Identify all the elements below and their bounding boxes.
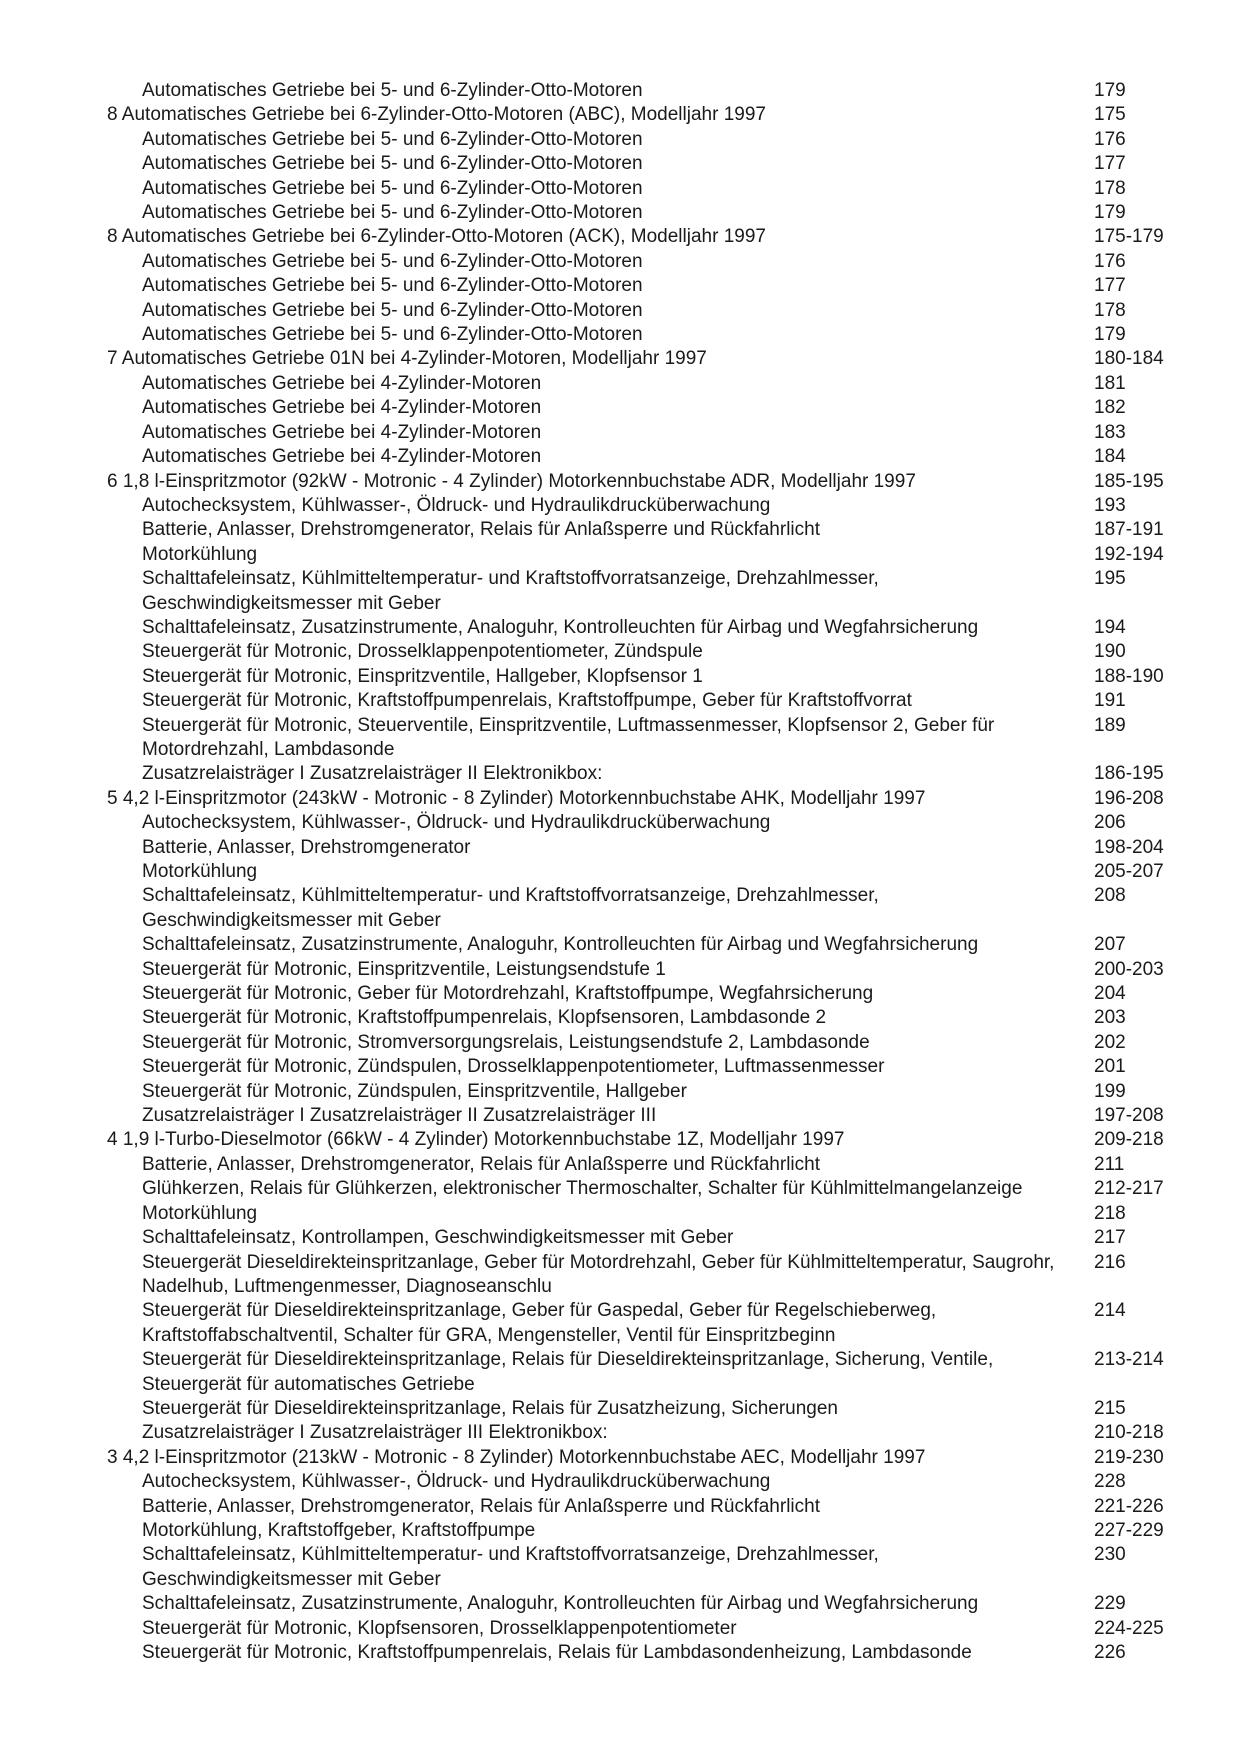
- toc-entry-page: 182: [1094, 397, 1126, 419]
- toc-subentry: [107, 811, 1187, 835]
- toc-entry-title: Steuergerät für Motronic, Drosselklappenpotentiometer, Zündspule: [142, 641, 703, 663]
- toc-subentry: [107, 518, 1187, 542]
- toc-entry-page: 216: [1094, 1251, 1126, 1273]
- toc-entry-page: 179: [1094, 324, 1126, 346]
- toc-entry-page: 215: [1094, 1397, 1126, 1419]
- toc-subentry: [107, 1495, 1187, 1519]
- toc-entry-page: 214: [1094, 1300, 1126, 1322]
- toc-entry-page: 217: [1094, 1227, 1126, 1249]
- toc-entry-title: 8 Automatisches Getriebe bei 6-Zylinder-Otto-Motoren (ACK), Modelljahr 1997: [107, 226, 766, 248]
- toc-entry-page: 226: [1094, 1642, 1126, 1663]
- toc-entry-page: 191: [1094, 690, 1126, 712]
- toc-subentry: [107, 299, 1187, 323]
- toc-subentry: [107, 1202, 1187, 1226]
- toc-section-entry: [107, 103, 1187, 127]
- toc-subentry: [107, 177, 1187, 201]
- toc-entry-page: 201: [1094, 1056, 1126, 1078]
- toc-entry-title: Motorkühlung: [142, 1202, 258, 1224]
- toc-entry-title: 4 1,9 l-Turbo-Dieselmotor (66kW - 4 Zylinder) Motorkennbuchstabe 1Z, Modelljahr 1997: [107, 1129, 845, 1151]
- toc-entry-page: 183: [1094, 421, 1126, 443]
- toc-entry-page: 178: [1094, 299, 1126, 321]
- toc-entry-title: Automatisches Getriebe bei 5- und 6-Zylinder-Otto-Motoren: [142, 80, 643, 101]
- toc-entry-title: Automatisches Getriebe bei 5- und 6-Zylinder-Otto-Motoren: [142, 275, 643, 297]
- toc-section-entry: [107, 787, 1187, 811]
- toc-subentry: [107, 567, 1187, 616]
- toc-entry-title: Automatisches Getriebe bei 5- und 6-Zylinder-Otto-Motoren: [142, 250, 643, 272]
- toc-entry-title: Steuergerät für Dieseldirekteinspritzanlage, Relais für Zusatzheizung, Sicherungen: [142, 1397, 838, 1419]
- toc-entry-title: Automatisches Getriebe bei 5- und 6-Zylinder-Otto-Motoren: [142, 153, 643, 175]
- toc-subentry: [107, 323, 1187, 347]
- toc-entry-page: 187-191: [1094, 519, 1164, 541]
- toc-entry-page: 189: [1094, 714, 1126, 736]
- toc-subentry: [107, 1592, 1187, 1616]
- toc-entry-title: 8 Automatisches Getriebe bei 6-Zylinder-Otto-Motoren (ABC), Modelljahr 1997: [107, 104, 766, 126]
- toc-subentry: [107, 372, 1187, 396]
- toc-subentry: [107, 1226, 1187, 1250]
- toc-subentry: [107, 128, 1187, 152]
- toc-entry-title: Steuergerät für Motronic, Kraftstoffpumpenrelais, Klopfsensoren, Lambdasonde 2: [142, 1007, 827, 1029]
- toc-entry-page: 193: [1094, 494, 1126, 516]
- toc-entry-title: Steuergerät für Motronic, Steuerventile, Einspritzventile, Luftmassenmesser, Klopfsensor 2, Geber für Motordrehzahl, Lambdasonde: [142, 714, 995, 760]
- toc-entry-title: Automatisches Getriebe bei 5- und 6-Zylinder-Otto-Motoren: [142, 177, 643, 199]
- toc-entry-title: Steuergerät für Dieseldirekteinspritzanlage, Relais für Dieseldirekteinspritzanlage, Sicherung, Ventile, Steuergerät für automatisches Getriebe: [142, 1349, 994, 1395]
- toc-subentry: [107, 714, 1187, 763]
- toc-entry-title: 5 4,2 l-Einspritzmotor (243kW - Motronic - 8 Zylinder) Motorkennbuchstabe AHK, Modelljahr 1997: [107, 787, 926, 809]
- toc-entry-title: Batterie, Anlasser, Drehstromgenerator, Relais für Anlaßsperre und Rückfahrlicht: [142, 1495, 820, 1517]
- toc-entry-page: 199: [1094, 1080, 1126, 1102]
- toc-entry-title: 7 Automatisches Getriebe 01N bei 4-Zylinder-Motoren, Modelljahr 1997: [107, 348, 707, 370]
- toc-subentry: [107, 1031, 1187, 1055]
- toc-entry-title: Steuergerät Dieseldirekteinspritzanlage, Geber für Motordrehzahl, Geber für Kühlmitteltemperatur, Saugrohr, Nadelhub, Luftmengenmesser, Diagnoseanschlu: [142, 1251, 1055, 1297]
- toc-section-entry: [107, 225, 1187, 249]
- toc-entry-page: 209-218: [1094, 1129, 1164, 1151]
- toc-entry-page: 202: [1094, 1031, 1126, 1053]
- toc-entry-page: 179: [1094, 80, 1126, 101]
- toc-subentry: [107, 1421, 1187, 1445]
- toc-subentry: [107, 396, 1187, 420]
- toc-entry-page: 204: [1094, 983, 1126, 1005]
- toc-entry-title: Automatisches Getriebe bei 4-Zylinder-Motoren: [142, 421, 542, 443]
- toc-subentry: [107, 982, 1187, 1006]
- toc-entry-title: Steuergerät für Motronic, Kraftstoffpumpenrelais, Kraftstoffpumpe, Geber für Kraftstoffvorrat: [142, 690, 912, 712]
- toc-entry-page: 205-207: [1094, 861, 1164, 882]
- toc-entry-title: Automatisches Getriebe bei 5- und 6-Zylinder-Otto-Motoren: [142, 128, 643, 150]
- table-of-contents: [107, 79, 1187, 1665]
- toc-subentry: [107, 958, 1187, 982]
- toc-subentry: [107, 884, 1187, 933]
- toc-entry-page: 227-229: [1094, 1519, 1164, 1541]
- toc-entry-title: Automatisches Getriebe bei 5- und 6-Zylinder-Otto-Motoren: [142, 299, 643, 321]
- toc-entry-page: 211: [1094, 1153, 1125, 1175]
- toc-subentry: [107, 1299, 1187, 1348]
- toc-section-entry: [107, 470, 1187, 494]
- toc-subentry: [107, 1153, 1187, 1177]
- toc-entry-title: Zusatzrelaisträger I Zusatzrelaisträger III Elektronikbox:: [142, 1422, 608, 1444]
- toc-entry-title: Automatisches Getriebe bei 4-Zylinder-Motoren: [142, 446, 542, 468]
- toc-subentry: [107, 689, 1187, 713]
- toc-entry-title: Schalttafeleinsatz, Zusatzinstrumente, Analoguhr, Kontrolleuchten für Airbag und Wegfahrsicherung: [142, 1593, 979, 1615]
- toc-subentry: [107, 274, 1187, 298]
- toc-entry-title: Steuergerät für Motronic, Geber für Motordrehzahl, Kraftstoffpumpe, Wegfahrsicherung: [142, 983, 874, 1005]
- toc-entry-page: 177: [1094, 275, 1126, 297]
- toc-subentry: [107, 1251, 1187, 1300]
- toc-subentry: [107, 1519, 1187, 1543]
- toc-subentry: [107, 1641, 1187, 1665]
- toc-entry-title: Schalttafeleinsatz, Zusatzinstrumente, Analoguhr, Kontrolleuchten für Airbag und Wegfahrsicherung: [142, 934, 979, 956]
- toc-subentry: [107, 1055, 1187, 1079]
- toc-entry-page: 180-184: [1094, 348, 1164, 370]
- toc-entry-page: 185-195: [1094, 470, 1164, 492]
- toc-entry-title: Schalttafeleinsatz, Kühlmitteltemperatur- und Kraftstoffvorratsanzeige, Drehzahlmesser, Geschwindigkeitsmesser mit Geber: [142, 568, 879, 614]
- toc-entry-page: 177: [1094, 153, 1126, 175]
- toc-entry-title: Steuergerät für Motronic, Einspritzventile, Leistungsendstufe 1: [142, 958, 666, 980]
- toc-subentry: [107, 1470, 1187, 1494]
- toc-entry-page: 198-204: [1094, 836, 1164, 858]
- toc-subentry: [107, 1397, 1187, 1421]
- toc-entry-page: 190: [1094, 641, 1126, 663]
- toc-entry-page: 179: [1094, 202, 1126, 224]
- toc-entry-page: 175-179: [1094, 226, 1164, 248]
- toc-subentry: [107, 421, 1187, 445]
- toc-entry-page: 230: [1094, 1544, 1126, 1566]
- toc-entry-title: Steuergerät für Motronic, Kraftstoffpumpenrelais, Relais für Lambdasondenheizung, Lambdasonde: [142, 1642, 972, 1663]
- toc-entry-title: Autochecksystem, Kühlwasser-, Öldruck- und Hydraulikdrucküberwachung: [142, 494, 771, 516]
- toc-subentry: [107, 1104, 1187, 1128]
- toc-entry-title: Steuergerät für Motronic, Einspritzventile, Hallgeber, Klopfsensor 1: [142, 665, 703, 687]
- toc-entry-title: Schalttafeleinsatz, Kontrollampen, Geschwindigkeitsmesser mit Geber: [142, 1227, 734, 1249]
- toc-entry-title: Batterie, Anlasser, Drehstromgenerator, Relais für Anlaßsperre und Rückfahrlicht: [142, 1153, 820, 1175]
- toc-entry-title: Batterie, Anlasser, Drehstromgenerator: [142, 836, 471, 858]
- toc-subentry: [107, 933, 1187, 957]
- toc-subentry: [107, 1543, 1187, 1592]
- toc-entry-page: 206: [1094, 812, 1126, 834]
- toc-entry-page: 224-225: [1094, 1617, 1164, 1639]
- toc-subentry: [107, 1177, 1187, 1201]
- toc-subentry: [107, 860, 1187, 884]
- toc-subentry: [107, 762, 1187, 786]
- toc-subentry: [107, 1617, 1187, 1641]
- toc-entry-page: 228: [1094, 1471, 1126, 1493]
- toc-entry-title: Schalttafeleinsatz, Kühlmitteltemperatur- und Kraftstoffvorratsanzeige, Drehzahlmesser, Geschwindigkeitsmesser mit Geber: [142, 1544, 879, 1590]
- toc-entry-page: 203: [1094, 1007, 1126, 1029]
- toc-entry-page: 218: [1094, 1202, 1126, 1224]
- toc-entry-title: Schalttafeleinsatz, Zusatzinstrumente, Analoguhr, Kontrolleuchten für Airbag und Wegfahrsicherung: [142, 616, 979, 638]
- toc-entry-title: Schalttafeleinsatz, Kühlmitteltemperatur- und Kraftstoffvorratsanzeige, Drehzahlmesser, Geschwindigkeitsmesser mit Geber: [142, 885, 879, 931]
- toc-entry-page: 192-194: [1094, 543, 1164, 565]
- toc-entry-title: Motorkühlung, Kraftstoffgeber, Kraftstoffpumpe: [142, 1519, 536, 1541]
- toc-entry-title: Automatisches Getriebe bei 4-Zylinder-Motoren: [142, 372, 542, 394]
- toc-subentry: [107, 152, 1187, 176]
- toc-entry-title: Motorkühlung: [142, 543, 258, 565]
- toc-entry-title: 6 1,8 l-Einspritzmotor (92kW - Motronic - 4 Zylinder) Motorkennbuchstabe ADR, Modelljahr 1997: [107, 470, 916, 492]
- toc-entry-title: Automatisches Getriebe bei 4-Zylinder-Motoren: [142, 397, 542, 419]
- toc-entry-title: Autochecksystem, Kühlwasser-, Öldruck- und Hydraulikdrucküberwachung: [142, 1471, 771, 1493]
- toc-entry-title: Motorkühlung: [142, 861, 258, 882]
- toc-subentry: [107, 250, 1187, 274]
- toc-entry-title: Steuergerät für Dieseldirekteinspritzanlage, Geber für Gaspedal, Geber für Regelschieberweg, Kraftstoffabschaltventil, Schalter für GRA, Mengensteller, Ventil für Einspritzbeginn: [142, 1300, 937, 1346]
- toc-subentry: [107, 543, 1187, 567]
- toc-entry-page: 207: [1094, 934, 1126, 956]
- toc-entry-page: 181: [1094, 372, 1126, 394]
- toc-entry-title: Zusatzrelaisträger I Zusatzrelaisträger II Elektronikbox:: [142, 763, 603, 785]
- toc-entry-page: 221-226: [1094, 1495, 1164, 1517]
- toc-subentry: [107, 79, 1187, 103]
- toc-subentry: [107, 1006, 1187, 1030]
- toc-entry-page: 213-214: [1094, 1349, 1164, 1371]
- toc-section-entry: [107, 1128, 1187, 1152]
- toc-entry-page: 195: [1094, 568, 1126, 590]
- toc-entry-page: 196-208: [1094, 787, 1164, 809]
- toc-entry-title: Automatisches Getriebe bei 5- und 6-Zylinder-Otto-Motoren: [142, 324, 643, 346]
- toc-subentry: [107, 665, 1187, 689]
- toc-entry-title: Batterie, Anlasser, Drehstromgenerator, Relais für Anlaßsperre und Rückfahrlicht: [142, 519, 820, 541]
- toc-entry-page: 176: [1094, 250, 1126, 272]
- toc-entry-title: Autochecksystem, Kühlwasser-, Öldruck- und Hydraulikdrucküberwachung: [142, 812, 771, 834]
- toc-entry-page: 178: [1094, 177, 1126, 199]
- toc-entry-title: Steuergerät für Motronic, Klopfsensoren, Drosselklappenpotentiometer: [142, 1617, 737, 1639]
- toc-subentry: [107, 616, 1187, 640]
- toc-entry-title: Steuergerät für Motronic, Zündspulen, Einspritzventile, Hallgeber: [142, 1080, 687, 1102]
- toc-entry-page: 197-208: [1094, 1105, 1164, 1127]
- toc-entry-page: 212-217: [1094, 1178, 1164, 1200]
- toc-entry-title: Steuergerät für Motronic, Zündspulen, Drosselklappenpotentiometer, Luftmassenmesser: [142, 1056, 885, 1078]
- toc-entry-page: 200-203: [1094, 958, 1164, 980]
- toc-section-entry: [107, 1446, 1187, 1470]
- toc-entry-title: Zusatzrelaisträger I Zusatzrelaisträger II Zusatzrelaisträger III: [142, 1105, 657, 1127]
- toc-subentry: [107, 836, 1187, 860]
- toc-subentry: [107, 494, 1187, 518]
- toc-subentry: [107, 640, 1187, 664]
- toc-entry-title: Automatisches Getriebe bei 5- und 6-Zylinder-Otto-Motoren: [142, 202, 643, 224]
- toc-subentry: [107, 1348, 1187, 1397]
- toc-subentry: [107, 201, 1187, 225]
- toc-entry-page: 188-190: [1094, 665, 1164, 687]
- toc-subentry: [107, 1080, 1187, 1104]
- toc-section-entry: [107, 347, 1187, 371]
- toc-entry-page: 184: [1094, 446, 1126, 468]
- toc-entry-page: 175: [1094, 104, 1126, 126]
- toc-subentry: [107, 445, 1187, 469]
- toc-entry-title: Steuergerät für Motronic, Stromversorgungsrelais, Leistungsendstufe 2, Lambdasonde: [142, 1031, 870, 1053]
- toc-entry-page: 194: [1094, 616, 1126, 638]
- toc-entry-title: Glühkerzen, Relais für Glühkerzen, elektronischer Thermoschalter, Schalter für Kühlmittelmangelanzeige: [142, 1178, 1023, 1200]
- toc-entry-title: 3 4,2 l-Einspritzmotor (213kW - Motronic - 8 Zylinder) Motorkennbuchstabe AEC, Modelljahr 1997: [107, 1446, 926, 1468]
- toc-entry-page: 186-195: [1094, 763, 1164, 785]
- toc-entry-page: 208: [1094, 885, 1126, 907]
- toc-entry-page: 229: [1094, 1593, 1126, 1615]
- toc-entry-page: 219-230: [1094, 1446, 1164, 1468]
- toc-entry-page: 176: [1094, 128, 1126, 150]
- toc-entry-page: 210-218: [1094, 1422, 1164, 1444]
